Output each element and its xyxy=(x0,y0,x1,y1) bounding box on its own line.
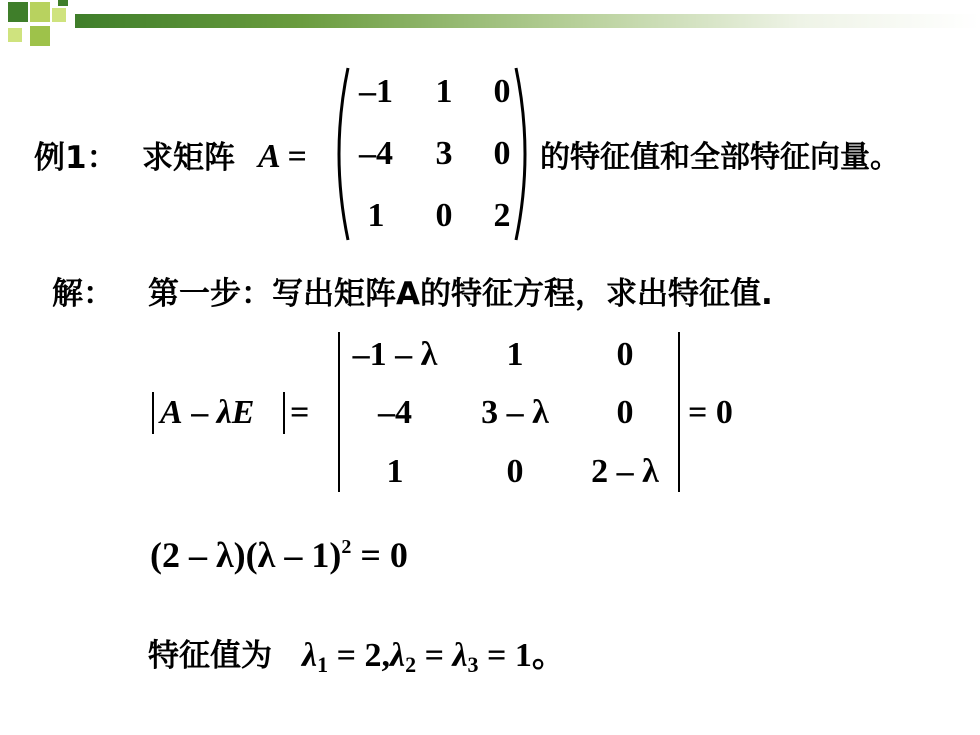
eigen-value-1: = 2, xyxy=(328,637,390,674)
deco-gradient-bar xyxy=(75,14,980,28)
eigenvalues-label: 特征值为 xyxy=(148,638,272,674)
abs-bar-left xyxy=(152,392,154,434)
det-cell: 1 xyxy=(506,336,524,373)
det-cell: 2 – λ xyxy=(591,453,659,490)
abs-bar-right xyxy=(283,392,285,434)
matrix-cell: 1 xyxy=(435,73,453,110)
solution-step1: 第一步：写出矩阵A的特征方程，求出特征值. xyxy=(148,276,773,312)
matrix-cell: 0 xyxy=(493,135,511,172)
det-equals: = xyxy=(290,394,310,431)
deco-square xyxy=(8,28,22,42)
sub-2: 2 xyxy=(405,652,417,677)
example-label: 例1： xyxy=(34,140,118,176)
det-rhs: = 0 xyxy=(688,394,733,431)
eigenvalues-expression xyxy=(302,636,566,676)
lambda-2: λ xyxy=(389,637,406,674)
det-lhs-E: E xyxy=(231,394,255,431)
sub-3: 3 xyxy=(467,652,479,677)
eq-2: = xyxy=(416,637,453,674)
det-cell: –1 – λ xyxy=(352,336,438,373)
factored-exponent: 2 xyxy=(341,536,352,558)
matrix-cell: 2 xyxy=(493,197,511,234)
det-cell: –4 xyxy=(378,394,412,431)
matrix-cell: 0 xyxy=(435,197,453,234)
det-lhs-lambda: λ xyxy=(216,394,232,431)
det-cell: 1 xyxy=(386,453,404,490)
matrix-cell: –4 xyxy=(359,135,393,172)
matrix-left-paren xyxy=(328,66,352,242)
factored-equation xyxy=(150,535,408,575)
solution-label: 解： xyxy=(52,276,114,312)
matrix-cell: 3 xyxy=(435,135,453,172)
lambda-1: λ xyxy=(302,637,318,674)
example-prompt: 求矩阵 xyxy=(142,140,235,176)
deco-square xyxy=(30,26,50,46)
lambda-3: λ xyxy=(452,637,468,674)
deco-square xyxy=(52,8,66,22)
matrix-lhs: A = xyxy=(258,138,307,175)
deco-square xyxy=(8,2,28,22)
eigen-value-3: = 1。 xyxy=(478,637,566,674)
deco-square xyxy=(30,2,50,22)
matrix-cell: –1 xyxy=(359,73,393,110)
factored-rhs: = 0 xyxy=(351,535,408,575)
det-cell: 3 – λ xyxy=(481,394,549,431)
det-cell: 0 xyxy=(616,394,634,431)
matrix-cell: 0 xyxy=(493,73,511,110)
det-cell: 0 xyxy=(616,336,634,373)
det-lhs xyxy=(160,393,254,433)
example-suffix: 的特征值和全部特征向量。 xyxy=(540,140,900,175)
deco-square xyxy=(58,0,68,6)
matrix-cell: 1 xyxy=(367,197,385,234)
det-cell: 0 xyxy=(506,453,524,490)
sub-1: 1 xyxy=(317,652,329,677)
det-lhs-A: A xyxy=(160,394,183,431)
factored-main: (2 – λ)(λ – 1) xyxy=(150,535,342,575)
det-lhs-minus: – xyxy=(182,394,217,431)
